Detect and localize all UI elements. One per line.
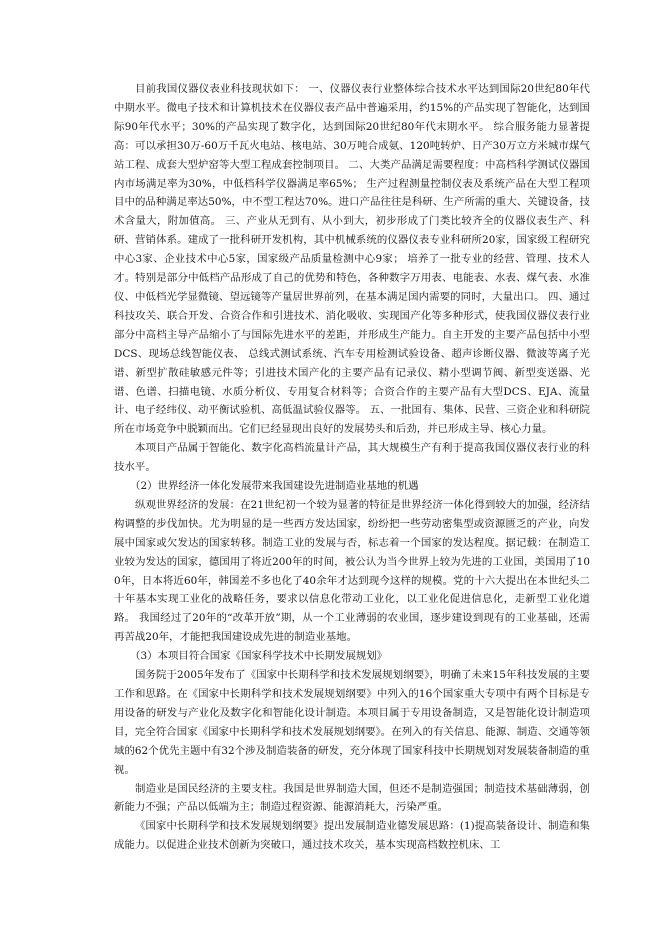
paragraph-world-economy: 纵观世界经济的发展：在21世纪初一个较为显著的特征是世界经济一体化得到较大的加强，经济结构调整的步伐加快。尤为明显的是一些西方发达国家，纷纷把一些劳动密集型或资源匮乏的产业，向发展中国家或欠发达的国家转移。制造工业的发展与否，标志着一个国家的发达程度。据记载：在制造工业较为发达的国家，德国用了将近200年的时间，被公认为当今世界上较为先进的工业国，美国用了100年，日本将近60年，韩国差不多也化了40余年才达到现今这样的规模。党的十六大提出在本世纪头二十年基本实现工业化的战略任务，要求以信息化带动工业化，以工业化促进信息化，走新型工业化道路。 我国经过了20年的“改革开放”期，从一个工业薄弱的农业国，逐步建设到现有的工业基础，还需再苦战20年，才能把我国建设成先进的制造业基地。 xyxy=(114,498,590,644)
document-body xyxy=(114,80,590,855)
heading-world-economy: （2）世界经济一体化发展带来我国建设先进制造业基地的机遇 xyxy=(130,480,419,493)
paragraph-national-plan: 国务院于2005年发布了《国家中长期科学和技术发展规划纲要》，明确了未来15年科技发展的主要工作和思路。在《国家中长期科学和技术发展规划纲要》中列入的16个国家重大专项中有两个目标是专用设备的研发与产业化及数字化和智能化设计制造。本项目属于专用设备制造，又是智能化设计制造项目，完全符合国家《国家中长期科学和技术发展规划纲要》。在列入的有关信息、能源、制造、交通等领域的62个优先主题中有32个涉及制造装备的研发，充分体现了国家科技中长期规划对发展装备制造的重视。 xyxy=(114,669,590,776)
heading-national-plan: （3）本项目符合国家《国家科学技术中长期发展规划》 xyxy=(130,650,388,663)
paragraph-manufacturing: 制造业是国民经济的主要支柱。我国是世界制造大国，但还不是制造强国；制造技术基础薄弱，创新能力不强；产品以低端为主；制造过程资源、能源消耗大，污染严重。 xyxy=(114,782,590,814)
paragraph-project-product: 本项目产品属于智能化、数字化高档流量计产品，其大规模生产有利于提高我国仪器仪表行业的科技水平。 xyxy=(114,442,590,474)
paragraph-status: 目前我国仪器仪表业科技现状如下： 一、仪器仪表行业整体综合技术水平达到国际20世纪80年代中期水平。微电子技术和计算机技术在仪器仪表产品中普遍采用，约15%的产品实现了智能化，达到国际90年代水平；30%的产品实现了数字化，达到国际20世纪80年代末期水平。 综合服务能力显著提高：可以承担30万-60万千瓦火电站、核电站、30万吨合成氨、120吨转炉、日产30万立方米城市煤气站工程、成套大型炉窑等大型工程成套控制项目。 二、大类产品满足需要程度：中高档科学测试仪器国内市场满足率为30%，中低档科学仪器满足率65%； 生产过程测量控制仪表及系统产品在大型工程项目中的品种满足率达50%，中不型工程达70%。进口产品往往是科研、生产所需的重大、关键设备，技术含量大，附加值高。 三、产业从无到有、从小到大，初步形成了门类比较齐全的仪器仪表生产、科研、营销体系。建成了一批科研开发机构，其中机械系统的仪器仪表专业科研所20家，国家级工程研究中心3家、企业技术中心5家，国家级产品质量检测中心9家； 培养了一批专业的经营、管理、技术人才。特别是部分中低档产品形成了自己的优势和特色，各种数字万用表、电能表、水表、煤气表、水准仪、中低档光学显微镜、望远镜等产量居世界前列，在基本满足国内需要的同时，大量出口。 四、通过科技攻关、联合开发、合资合作和引进技术、消化吸收、实现国产化等多种形式，使我国仪器仪表行业部分中高档主导产品缩小了与国际先进水平的差距，并形成生产能力。自主开发的主要产品包括中小型DCS、现场总线智能仪表、 总线式测试系统、汽车专用检测试验设备、超声诊断仪器、微波等离子光谱、新型扩散硅敏感元件等；引进技术国产化的主要产品有记录仪、精小型调节阀、新型变送器、光谱、色谱、扫描电镜、水质分析仪、专用复合材料等；合资合作的主要产品有大型DCS、EJA、流量计、电子经纬仪、动平衡试验机、高低温试验仪器等。 五、一批国有、集体、民营、三资企业和科研院所在市场竞争中脱颖而出。它们已经显现出良好的发展势头和后劲，并已形成主导、核心力量。 xyxy=(114,83,590,436)
paragraph-development-ideas: 《国家中长期科学和技术发展规划纲要》提出发展制造业德发展思路：(1)提高装备设计、制造和集成能力。以促进企业技术创新为突破口，通过技术攻关，基本实现高档数控机床、工 xyxy=(114,820,590,852)
